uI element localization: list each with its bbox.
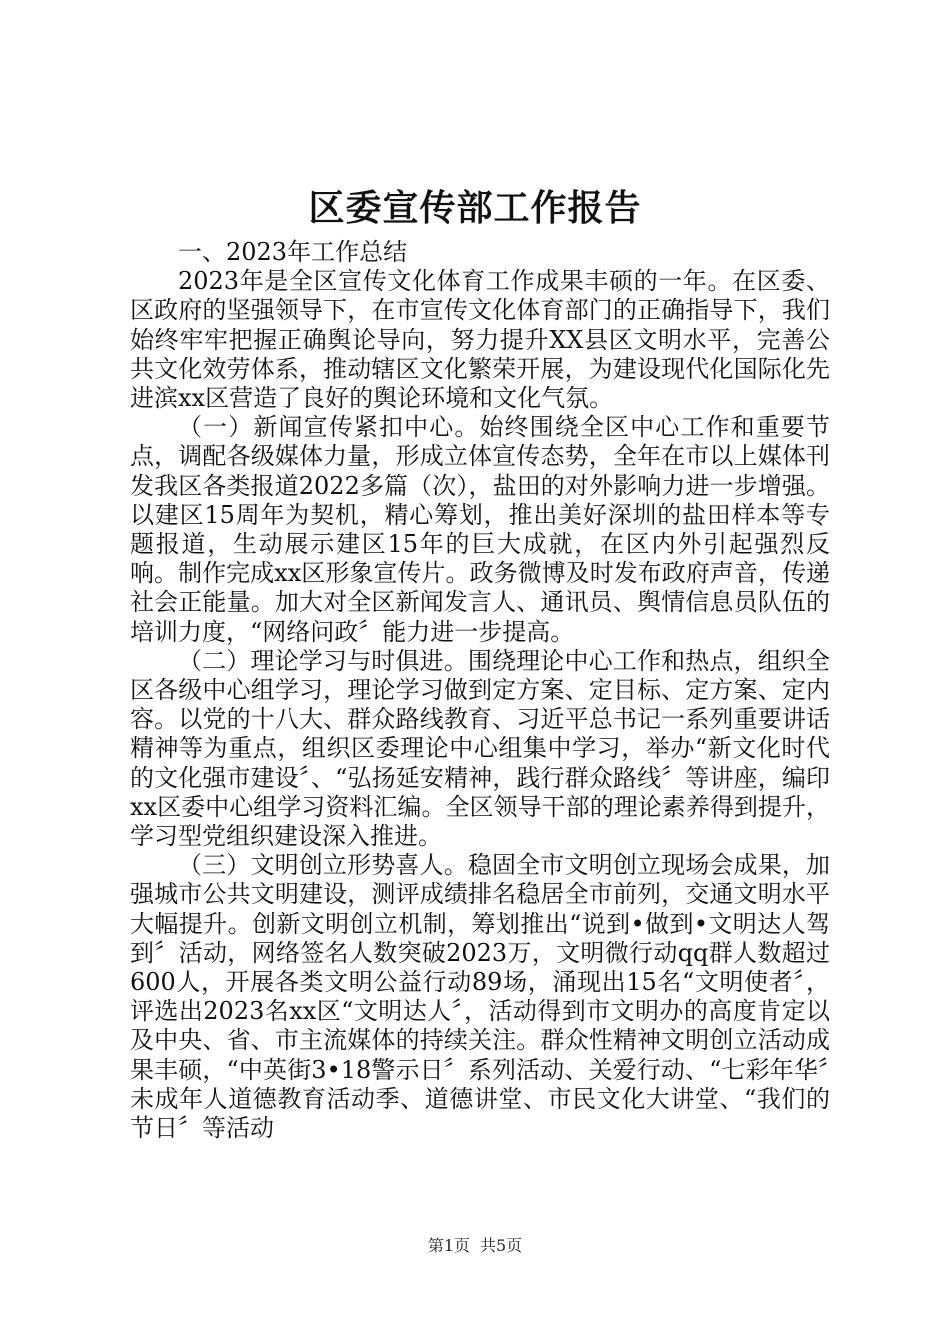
document-title: 区委宣传部工作报告 — [308, 187, 642, 229]
page-total: 共5页 — [480, 1236, 523, 1255]
section-heading: 一、2023年工作总结 — [178, 238, 408, 266]
document-body — [130, 238, 830, 1143]
paragraph-theory-study: （二）理论学习与时俱进。围绕理论中心工作和热点，组织全区各级中心组学习，理论学习做到定方案、定目标、定方案、定内容。以党的十八大、群众路线教育、习近平总书记一系列重要讲话精神等为重点，组织区委理论中心组集中学习，举办“新文化时代的文化强市建设〞、“弘扬延安精神，践行群众路线〞等讲座，编印xx区委中心组学习资料汇编。全区领导干部的理论素养得到提升，学习型党组织建设深入推进。 — [130, 646, 830, 851]
page-number: 第1页 — [427, 1236, 470, 1255]
page-footer — [0, 1235, 950, 1257]
paragraph-summary: 2023年是全区宣传文化体育工作成果丰硕的一年。在区委、区政府的坚强领导下，在市宣传文化体育部门的正确指导下，我们始终牢牢把握正确舆论导向，努力提升XX县区文明水平，完善公共文化效劳体系，推动辖区文化繁荣开展，为建设现代化国际化先进滨xx区营造了良好的舆论环境和文化气氛。 — [130, 267, 830, 413]
paragraph-civilization-creation: （三）文明创立形势喜人。稳固全市文明创立现场会成果，加强城市公共文明建设，测评成绩排名稳居全市前列，交通文明水平大幅提升。创新文明创立机制，筹划推出“说到•做到•文明达人驾到〞活动，网络签名人数突破2023万，文明微行动qq群人数超过600人，开展各类文明公益行动89场，涌现出15名“文明使者〞，评选出2023名xx区“文明达人〞，活动得到市文明办的高度肯定以及中央、省、市主流媒体的持续关注。群众性精神文明创立活动成果丰硕，“中英街3•18警示日〞系列活动、关爱行动、“七彩年华〞未成年人道德教育活动季、道德讲堂、市民文化大讲堂、“我们的节日〞等活动 — [130, 851, 830, 1143]
paragraph-news-publicity: （一）新闻宣传紧扣中心。始终围绕全区中心工作和重要节点，调配各级媒体力量，形成立体宣传态势，全年在市以上媒体刊发我区各类报道2022多篇（次），盐田的对外影响力进一步增强。以建区15周年为契机，精心筹划，推出美好深圳的盐田样本等专题报道，生动展示建区15年的巨大成就，在区内外引起强烈反响。制作完成xx区形象宣传片。政务微博及时发布政府声音，传递社会正能量。加大对全区新闻发言人、通讯员、舆情信息员队伍的培训力度，“网络问政〞能力进一步提高。 — [130, 413, 830, 646]
